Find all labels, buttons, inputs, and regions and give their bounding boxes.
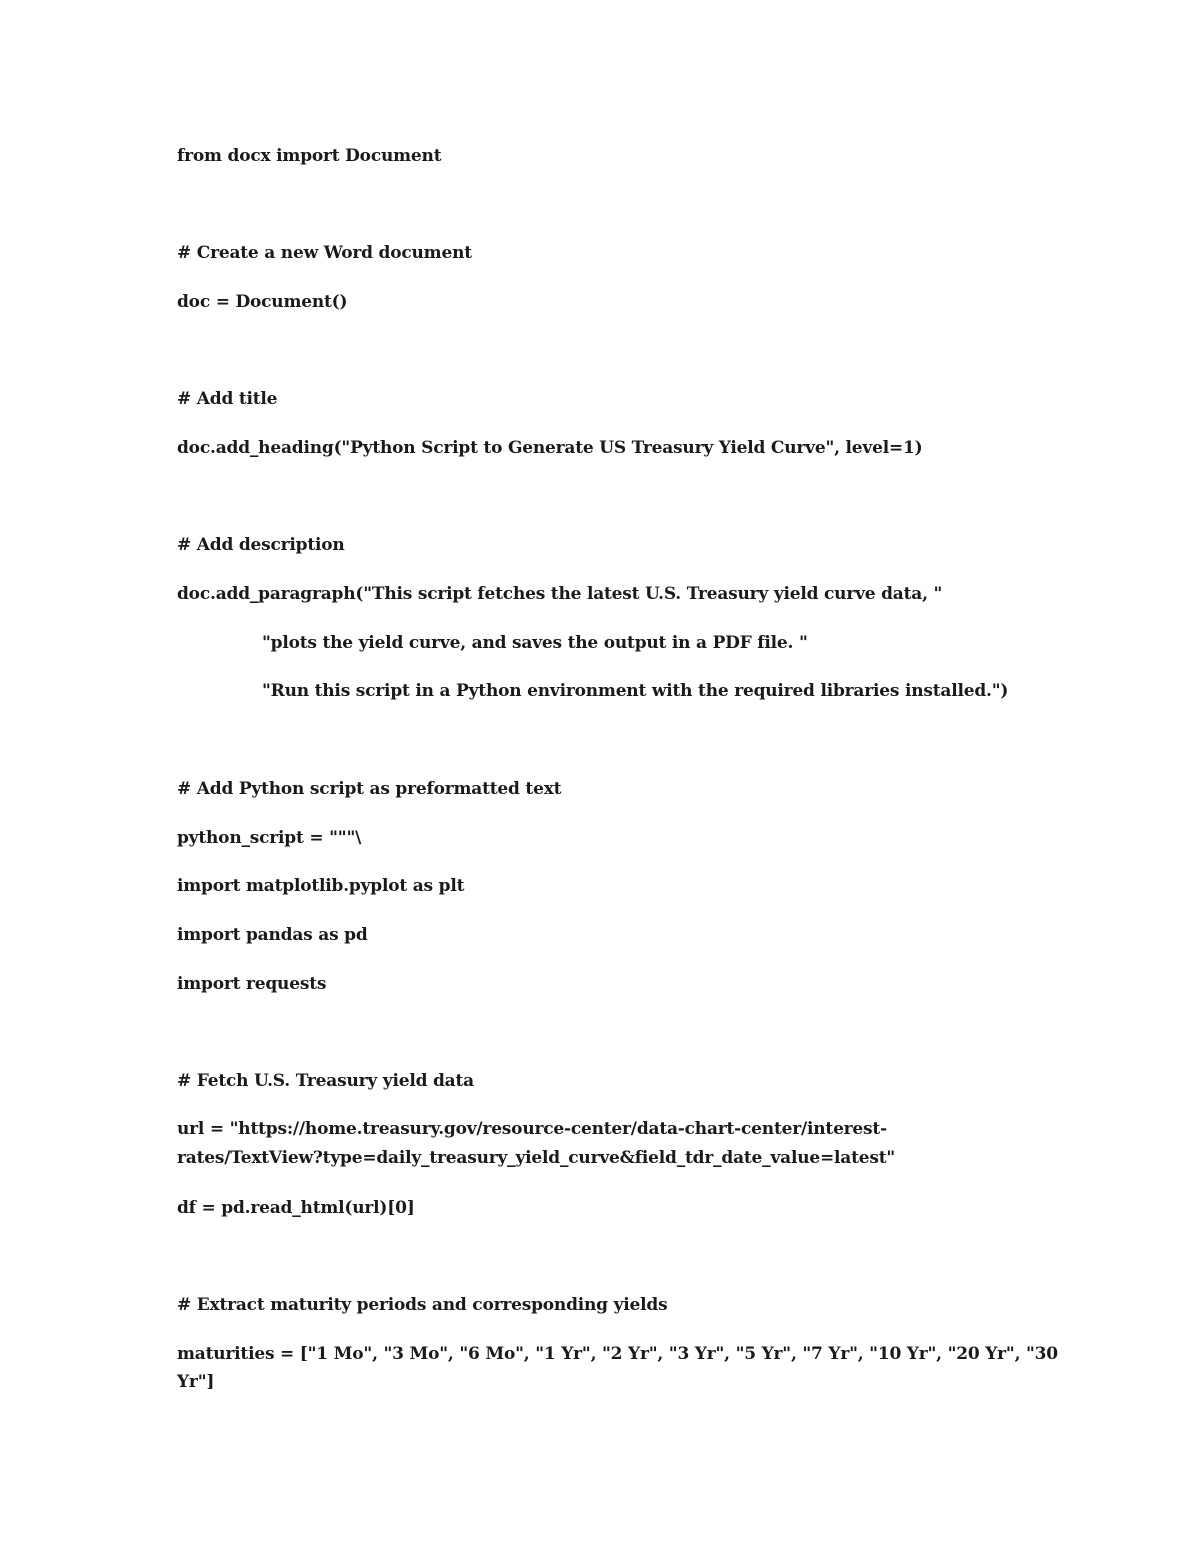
code-line-continued: "Run this script in a Python environment with the required libraries installed.") — [262, 681, 1009, 701]
code-line: doc = Document() — [177, 292, 348, 312]
code-line: url = "https://home.treasury.gov/resource-center/data-chart-center/interest- — [177, 1119, 887, 1139]
code-comment: # Create a new Word document — [177, 243, 472, 263]
code-line: doc.add_paragraph("This script fetches the latest U.S. Treasury yield curve data, " — [177, 584, 943, 604]
code-line: import matplotlib.pyplot as plt — [177, 876, 465, 896]
code-line-wrapped: Yr"] — [177, 1372, 215, 1392]
code-line: doc.add_heading("Python Script to Generate US Treasury Yield Curve", level=1) — [177, 438, 923, 458]
code-line-continued: "plots the yield curve, and saves the output in a PDF file. " — [262, 633, 808, 653]
code-line: python_script = """\ — [177, 828, 362, 848]
code-line: df = pd.read_html(url)[0] — [177, 1198, 415, 1218]
code-line: from docx import Document — [177, 146, 442, 166]
code-comment: # Extract maturity periods and corresponding yields — [177, 1295, 668, 1315]
code-comment: # Add Python script as preformatted text — [177, 779, 562, 799]
code-line: maturities = ["1 Mo", "3 Mo", "6 Mo", "1 Yr", "2 Yr", "3 Yr", "5 Yr", "7 Yr", "10 Yr", "20 Yr", "30 — [177, 1344, 1058, 1364]
code-comment: # Add description — [177, 535, 345, 555]
code-comment: # Fetch U.S. Treasury yield data — [177, 1071, 474, 1091]
code-line: import requests — [177, 974, 327, 994]
code-comment: # Add title — [177, 389, 278, 409]
code-line: import pandas as pd — [177, 925, 368, 945]
code-line-wrapped: rates/TextView?type=daily_treasury_yield_curve&field_tdr_date_value=latest" — [177, 1148, 896, 1168]
